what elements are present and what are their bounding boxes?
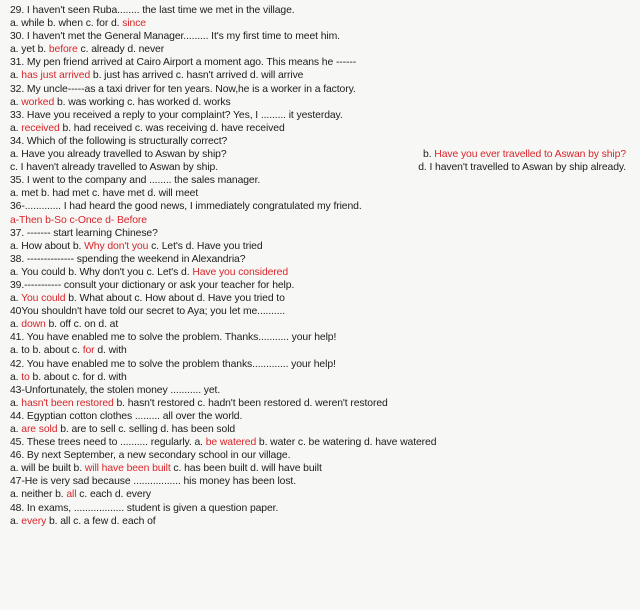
worksheet-line [10, 43, 640, 56]
question-text: 46. By next September, a new secondary school in our village. [10, 450, 291, 462]
worksheet-line [10, 502, 640, 515]
answer-text: for [82, 345, 95, 357]
answer-text: be watered [205, 437, 257, 449]
answer-text: worked [21, 96, 55, 108]
question-text: 41. You have enabled me to solve the problem. Thanks........... your help! [10, 332, 337, 344]
answer-text: Have you considered [192, 266, 289, 278]
question-text: b. had received c. was receiving d. have received [59, 122, 285, 134]
question-text: a. [10, 293, 22, 305]
worksheet-line [10, 200, 640, 213]
option-left [10, 148, 227, 161]
question-text: 45. These trees need to .......... regularly. a. [10, 437, 206, 449]
worksheet-line [10, 292, 640, 305]
question-text: b. off c. on d. at [45, 319, 119, 331]
question-text: 36-............. I had heard the good news, I immediately congratulated my friend. [10, 201, 362, 213]
worksheet-line [10, 148, 640, 161]
answer-text: hasn't been restored [21, 397, 114, 409]
worksheet-line [10, 266, 640, 279]
worksheet-line [10, 488, 640, 501]
question-text: 47-He is very sad because ................. his money has been lost. [10, 476, 297, 488]
question-text: 48. In exams, .................. student is given a question paper. [10, 502, 279, 514]
answer-text: since [122, 18, 146, 30]
worksheet-line [10, 358, 640, 371]
answer-text: Have you ever travelled to Aswan by ship? [434, 149, 626, 161]
worksheet-line [10, 240, 640, 253]
question-text: a. [10, 424, 22, 435]
question-text: 31. My pen friend arrived at Cairo Airport a moment ago. This means he ------ [10, 57, 357, 69]
worksheet-line [10, 17, 640, 30]
question-text: b. was working c. has worked d. works [54, 96, 231, 108]
answer-text: down [21, 319, 46, 331]
worksheet-line [10, 410, 640, 423]
answer-text: a-Then b-So c-Once d- Before [10, 214, 147, 226]
option-right [423, 148, 626, 161]
question-text: a. [10, 70, 22, 82]
worksheet-line [10, 253, 640, 266]
worksheet-line [10, 475, 640, 488]
question-text: 39.----------- consult your dictionary or ask your teacher for help. [10, 279, 295, 291]
question-text: 30. I haven't met the General Manager......... It's my first time to meet him. [10, 31, 340, 43]
question-text: a. [10, 96, 22, 108]
worksheet-line [10, 4, 640, 17]
worksheet-line [10, 122, 640, 135]
question-text: a. [10, 397, 22, 409]
worksheet-line [10, 371, 640, 384]
answer-text: received [21, 122, 60, 134]
question-text: 40You shouldn't have told our secret to Aya; you let me.......... [10, 306, 286, 318]
question-text: a. [10, 319, 22, 331]
worksheet-line [10, 331, 640, 344]
question-text: a. met b. had met c. have met d. will meet [10, 188, 199, 200]
question-text: 43-Unfortunately, the stolen money ........... yet. [10, 384, 221, 396]
question-text: a. [10, 371, 22, 383]
worksheet-line [10, 135, 640, 148]
question-text: a. How about b. [10, 240, 85, 252]
worksheet-line [10, 305, 640, 318]
worksheet-line [10, 174, 640, 187]
question-text: a. will be built b. [10, 463, 85, 475]
question-text: d. I haven't travelled to Aswan by ship already. [418, 162, 626, 174]
answer-text: are sold [21, 424, 58, 435]
answer-text: You could [21, 293, 66, 305]
question-text: b. [423, 149, 435, 161]
worksheet-line [10, 96, 640, 109]
question-text: a. Have you already travelled to Aswan by ship? [10, 149, 227, 161]
answer-text: has just arrived [21, 70, 91, 82]
question-text: b. all c. a few d. each of [46, 515, 156, 527]
answer-text: every [21, 515, 47, 527]
question-text: 37. ------- start learning Chinese? [10, 227, 158, 239]
question-text: b. about c. for d. with [29, 371, 127, 383]
worksheet-line [10, 423, 640, 436]
option-right [418, 161, 626, 174]
question-text: d. with [94, 345, 127, 357]
worksheet-line [10, 227, 640, 240]
question-text: a. neither b. [10, 489, 67, 501]
worksheet-line [10, 83, 640, 96]
question-text: 34. Which of the following is structurally correct? [10, 135, 228, 147]
question-text: 35. I went to the company and ........ the sales manager. [10, 175, 261, 187]
question-text: 42. You have enabled me to solve the problem thanks............. your help! [10, 358, 336, 370]
worksheet-line [10, 436, 640, 449]
worksheet-line [10, 69, 640, 82]
question-text: c. has been built d. will have built [170, 463, 322, 475]
question-text: a. while b. when c. for d. [10, 18, 123, 30]
question-text: 44. Egyptian cotton clothes ......... all over the world. [10, 410, 243, 422]
worksheet-line [10, 397, 640, 410]
question-text: a. You could b. Why don't you c. Let's d. [10, 266, 193, 278]
question-text: b. are to sell c. selling d. has been sold [57, 424, 236, 435]
worksheet-line [10, 318, 640, 331]
question-text: b. What about c. How about d. Have you tried to [65, 293, 285, 305]
worksheet-line [10, 187, 640, 200]
question-text: a. [10, 515, 22, 527]
question-text: 32. My uncle-----as a taxi driver for ten years. Now,he is a worker in a factory. [10, 83, 356, 95]
worksheet-line [10, 515, 640, 528]
question-text: a. [10, 122, 22, 134]
question-text: b. hasn't restored c. hadn't been restored d. weren't restored [113, 397, 388, 409]
worksheet-line [10, 161, 640, 174]
answer-text: all [66, 489, 77, 501]
worksheet-line [10, 449, 640, 462]
question-text: a. yet b. [10, 44, 49, 56]
answer-text: will have been built [84, 463, 171, 475]
question-text: c. Let's d. Have you tried [148, 240, 263, 252]
question-text: 38. -------------- spending the weekend in Alexandria? [10, 253, 246, 265]
worksheet-line [10, 56, 640, 69]
option-left [10, 161, 218, 174]
worksheet-line [10, 279, 640, 292]
worksheet-line [10, 30, 640, 43]
question-text: c. I haven't already travelled to Aswan by ship. [10, 162, 219, 174]
question-text: 29. I haven't seen Ruba........ the last time we met in the village. [10, 5, 295, 16]
answer-text: before [48, 44, 78, 56]
answer-text: Why don't you [84, 240, 149, 252]
worksheet-line [10, 344, 640, 357]
question-text: c. already d. never [77, 44, 165, 56]
worksheet-line [10, 462, 640, 475]
question-text: b. just has arrived c. hasn't arrived d. will arrive [90, 70, 304, 82]
question-text: 33. Have you received a reply to your complaint? Yes, I ......... it yesterday. [10, 109, 343, 121]
answer-text: to [21, 371, 30, 383]
question-text: b. water c. be watering d. have watered [256, 437, 437, 449]
question-text: a. to b. about c. [10, 345, 83, 357]
worksheet-line [10, 214, 640, 227]
question-text: c. each d. every [76, 489, 152, 501]
worksheet-line [10, 109, 640, 122]
worksheet-line [10, 384, 640, 397]
